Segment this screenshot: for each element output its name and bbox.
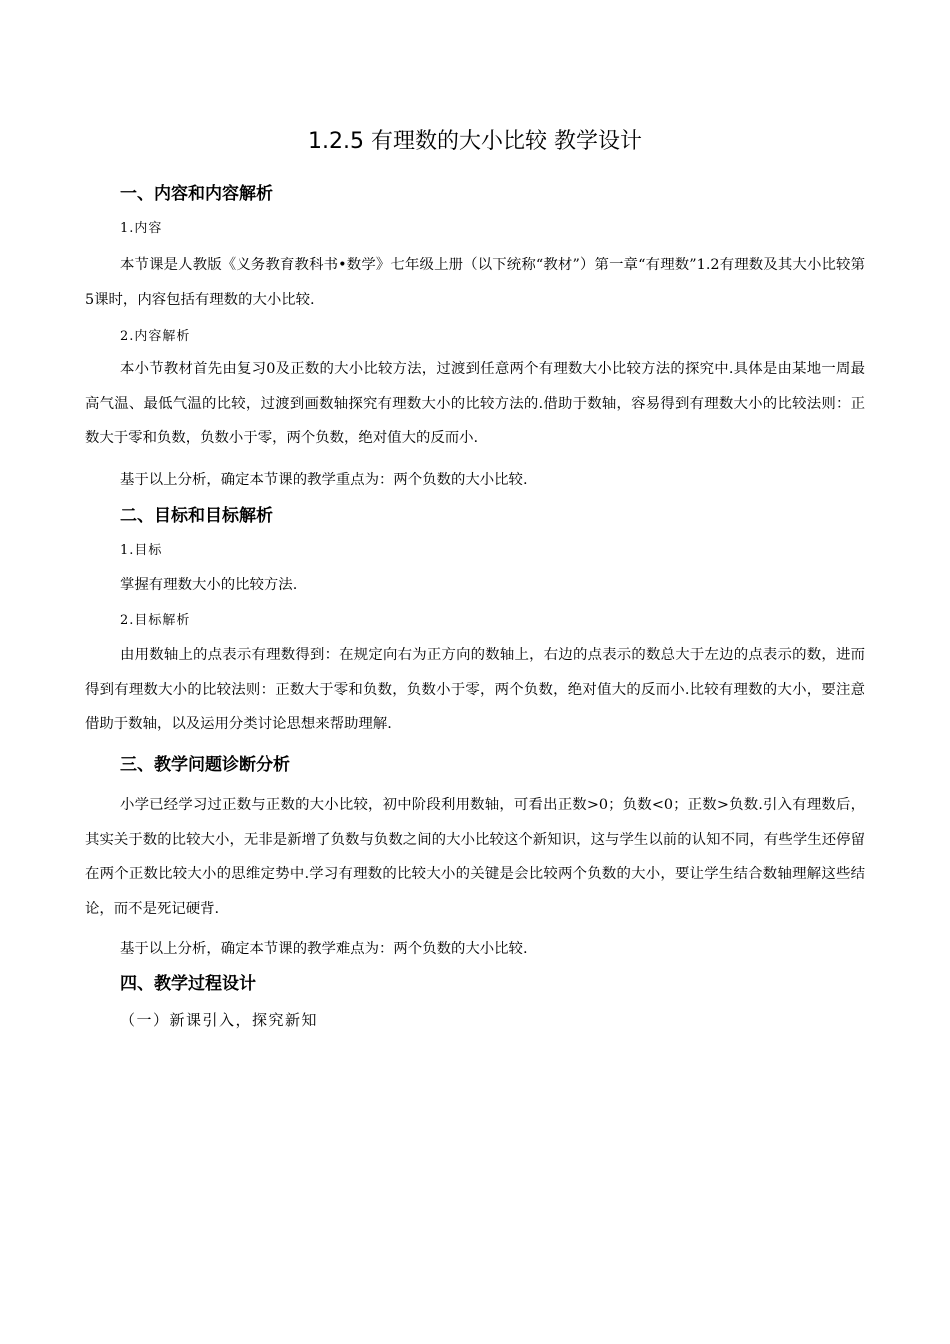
- paragraph-key-point: 基于以上分析，确定本节课的教学重点为：两个负数的大小比较.: [120, 472, 528, 488]
- subheading-content-analysis: 2.内容解析: [120, 329, 191, 344]
- paragraph-goals: 掌握有理数大小的比较方法.: [120, 577, 298, 593]
- section-heading-goals: 二、目标和目标解析: [120, 506, 273, 526]
- document-title: 1.2.5 有理数的大小比较 教学设计: [308, 129, 642, 154]
- subheading-goals: 1.目标: [120, 543, 163, 558]
- paragraph-difficulty: 基于以上分析，确定本节课的教学难点为：两个负数的大小比较.: [120, 941, 528, 957]
- subheading-content: 1.内容: [120, 221, 163, 236]
- paragraph-content: 本节课是人教版《义务教育教科书•数学》七年级上册（以下统称“教材”）第一章“有理数”1.2有理数及其大小比较第5课时，内容包括有理数的大小比较.: [85, 257, 865, 308]
- paragraph-content-analysis: 本小节教材首先由复习0及正数的大小比较方法，过渡到任意两个有理数大小比较方法的探究中.具体是由某地一周最高气温、最低气温的比较，过渡到画数轴探究有理数大小的比较方法的.借助于数轴，容易得到有理数大小的比较法则：正数大于零和负数，负数小于零，两个负数，绝对值大的反而小.: [85, 361, 865, 446]
- paragraph-diagnosis: 小学已经学习过正数与正数的大小比较，初中阶段利用数轴，可看出正数>0；负数<0；正数>负数.引入有理数后，其实关于数的比较大小，无非是新增了负数与负数之间的大小比较这个新知识，这与学生以前的认知不同，有些学生还停留在两个正数比较大小的思维定势中.学习有理数的比较大小的关键是会比较两个负数的大小，要让学生结合数轴理解这些结论，而不是死记硬背.: [85, 797, 865, 917]
- section-heading-content: 一、内容和内容解析: [120, 184, 273, 204]
- section-heading-diagnosis: 三、教学问题诊断分析: [120, 755, 290, 775]
- subheading-intro: （一）新课引入，探究新知: [120, 1011, 319, 1029]
- paragraph-goals-analysis: 由用数轴上的点表示有理数得到：在规定向右为正方向的数轴上，右边的点表示的数总大于左边的点表示的数，进而得到有理数大小的比较法则：正数大于零和负数，负数小于零，两个负数，绝对值大的反而小.比较有理数的大小，要注意借助于数轴，以及运用分类讨论思想来帮助理解.: [85, 647, 865, 732]
- section-heading-process: 四、教学过程设计: [120, 974, 256, 994]
- subheading-goals-analysis: 2.目标解析: [120, 613, 191, 628]
